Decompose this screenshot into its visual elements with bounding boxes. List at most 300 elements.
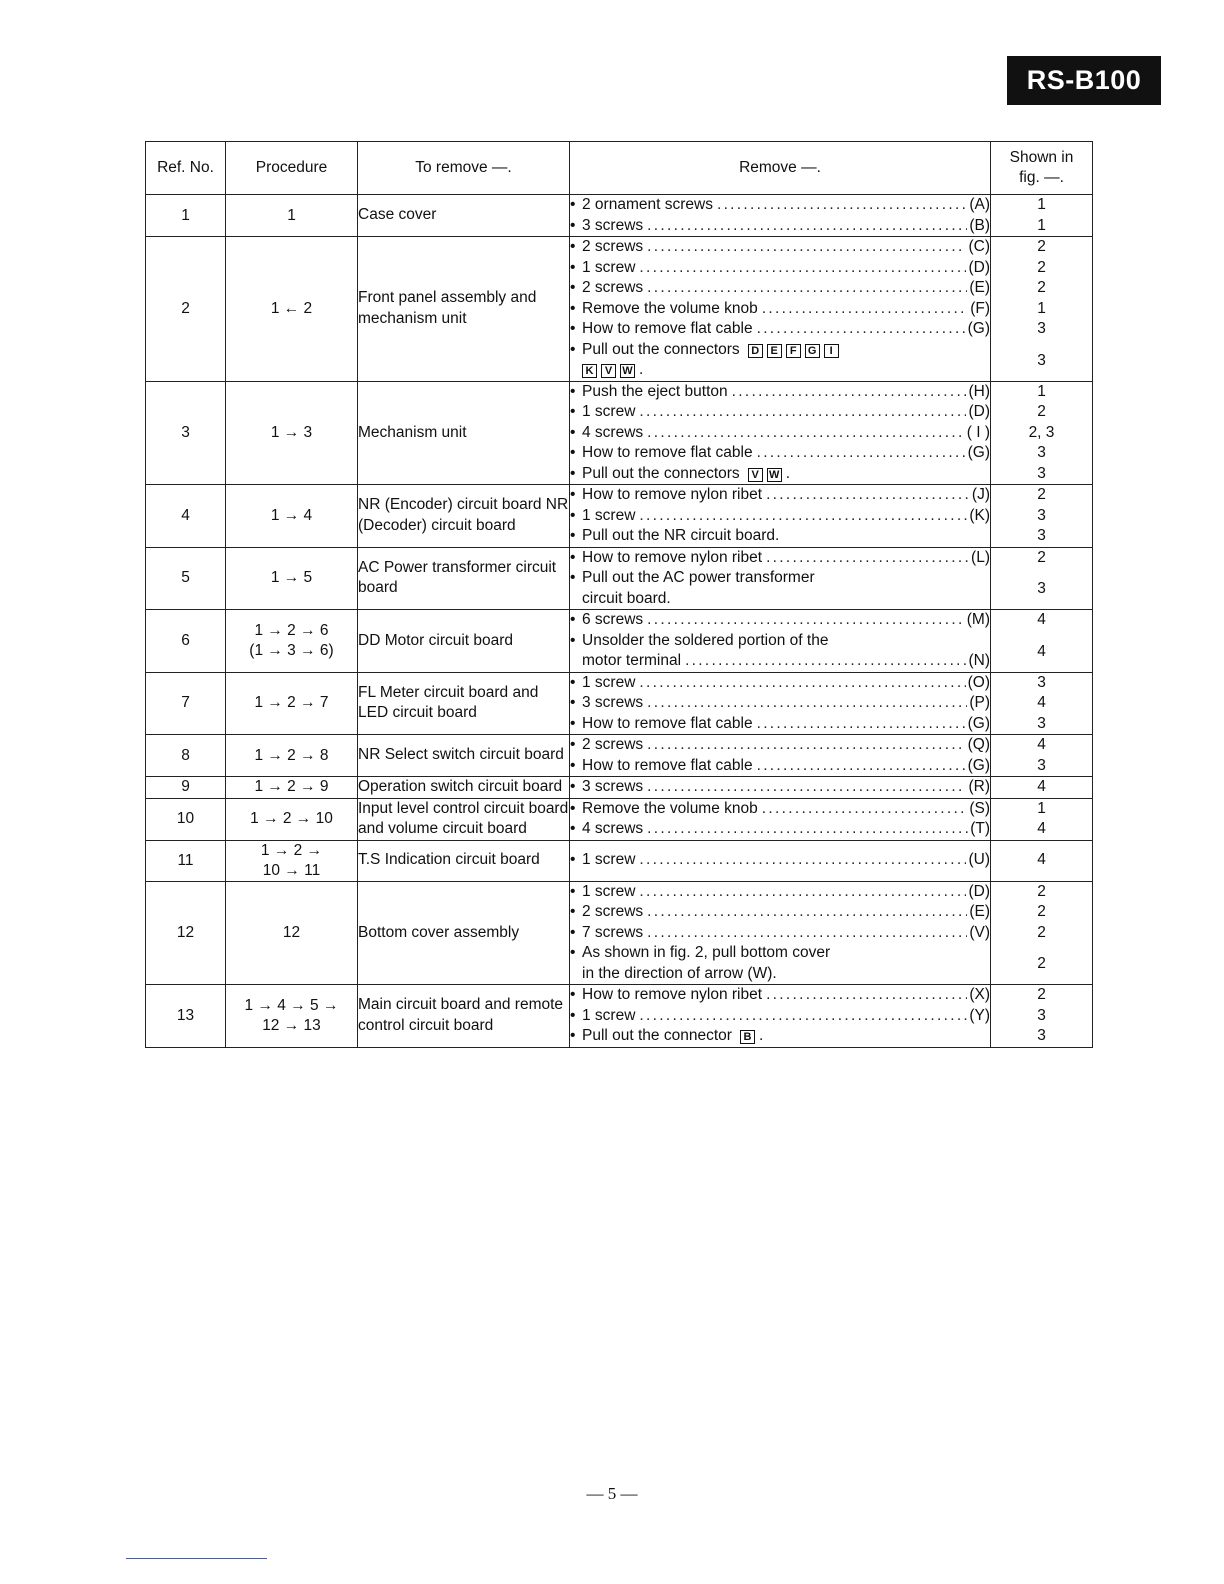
table-row [146,798,1093,840]
dot-leader [647,777,966,798]
remove-step [570,299,990,320]
step-text: How to remove flat cable [582,320,753,337]
step-text: How to remove flat cable [582,714,753,732]
remove-step [570,850,990,871]
bullet-icon: • [570,340,576,358]
header-remove: Remove —. [570,142,991,195]
step-code: (G) [967,756,990,774]
bullet-icon: • [570,820,576,837]
shown-in-fig-cell [991,881,1093,985]
procedure-cell [226,777,358,799]
step-code: (T) [970,820,990,837]
disassembly-table [145,141,1093,1048]
bullet-icon: • [570,1006,576,1024]
bullet-icon: • [570,736,576,753]
bullet-icon: • [570,403,576,420]
fig-number: 2 [1037,486,1046,503]
ref-no-cell: 13 [146,985,226,1048]
shown-in-fig-cell [991,735,1093,777]
step-text: As shown in fig. 2, pull bottom cover [582,944,831,961]
procedure-cell [226,881,358,985]
step-text: 1 screw [582,506,636,524]
shown-in-fig-cell [991,672,1093,735]
dot-leader [639,850,966,871]
step-code: (H) [968,382,990,400]
fig-number: 4 [1037,851,1046,869]
remove-step [570,216,990,237]
procedure-cell [226,485,358,548]
connector-list [748,340,843,361]
procedure-line: 1 → 2 → [260,841,323,859]
fig-number: 3 [1037,351,1046,369]
to-remove-cell: Operation switch circuit board [358,777,570,799]
step-text: 1 screw [582,1006,636,1024]
procedure-cell [226,672,358,735]
ref-no-cell: 8 [146,735,226,777]
table-row [146,985,1093,1048]
step-continuation-text: motor terminal [582,652,682,669]
dot-leader [647,278,967,299]
step-text: 2 screws [582,736,644,753]
bullet-icon: • [570,216,576,234]
step-text: 2 screws [582,903,644,920]
remove-step [570,985,990,1006]
connector-box: V [601,364,616,378]
bullet-icon: • [570,851,576,869]
remove-steps-cell [570,777,991,799]
footer-rule [126,1558,267,1559]
ref-no-cell: 5 [146,547,226,610]
step-text: 4 screws [582,820,644,837]
fig-number: 1 [1037,216,1046,234]
step-text: Pull out the connectors [582,464,740,482]
bullet-icon: • [570,944,576,961]
fig-number: 4 [1037,736,1046,753]
procedure-line: 1 → 3 [270,423,313,441]
dot-leader [762,799,968,820]
remove-step [570,735,990,756]
fig-number: 3 [1037,673,1046,691]
remove-step [570,610,990,631]
page-number: — 5 — [586,1484,638,1503]
bullet-icon: • [570,778,576,795]
step-text: Pull out the connectors [582,340,740,358]
step-code: (U) [968,851,990,869]
connector-box: V [748,468,763,482]
step-code: (O) [967,673,990,691]
shown-in-fig-cell [991,547,1093,610]
fig-number: 2 [1037,238,1046,255]
remove-steps-cell [570,195,991,237]
procedure-line: 1 → 2 → 9 [254,778,329,796]
procedure-line: 12 [282,923,301,941]
bullet-icon: • [570,279,576,296]
connector-box: K [582,364,597,378]
fig-number: 3 [1037,320,1046,337]
dot-leader [762,299,968,320]
step-text: Remove the volume knob [582,799,758,817]
bullet-icon: • [570,423,576,441]
bullet-icon: • [570,299,576,317]
to-remove-cell: Case cover [358,195,570,237]
step-code: (G) [967,320,990,337]
fig-number: 3 [1037,444,1046,461]
remove-step [570,799,990,820]
remove-step [570,568,990,589]
procedure-line: (1 → 3 → 6) [249,641,334,659]
fig-number: 3 [1037,464,1046,482]
dot-leader [766,485,970,506]
procedure-cell [226,381,358,485]
bullet-icon: • [570,320,576,337]
bullet-icon: • [570,258,576,276]
fig-number: 3 [1037,714,1046,732]
dot-leader [766,548,969,569]
step-text: Pull out the AC power transformer [582,569,815,586]
remove-step [570,819,990,840]
fig-number: 2 [1037,986,1046,1003]
to-remove-cell: FL Meter circuit board and LED circuit board [358,672,570,735]
procedure-line: 10 → 11 [262,861,321,879]
bullet-icon: • [570,1027,576,1044]
remove-step [570,548,990,569]
step-text: 2 ornament screws [582,196,713,213]
fig-number: 2 [1037,923,1046,941]
step-text: Remove the volume knob [582,299,758,317]
step-text: 1 screw [582,403,636,420]
remove-steps-cell [570,381,991,485]
step-continuation [570,589,990,610]
procedure-line: 1 [287,206,296,224]
dot-leader [639,258,966,279]
bullet-icon: • [570,673,576,691]
bullet-icon: • [570,903,576,920]
step-continuation-text: in the direction of arrow (W). [582,964,777,982]
step-code: (D) [968,882,990,900]
step-text: How to remove nylon ribet [582,486,763,503]
remove-steps-cell [570,881,991,985]
fig-number: 4 [1037,611,1046,628]
bullet-icon: • [570,611,576,628]
bullet-icon: • [570,923,576,941]
table-row [146,840,1093,881]
step-text: 3 screws [582,216,644,234]
ref-no-cell: 4 [146,485,226,548]
ref-no-cell: 1 [146,195,226,237]
remove-step [570,382,990,403]
remove-steps-cell [570,985,991,1048]
dot-leader [685,651,966,672]
procedure-line: 1 → 4 [270,506,313,524]
table-row [146,485,1093,548]
remove-steps-cell [570,547,991,610]
connector-box: W [620,364,635,378]
remove-step [570,237,990,258]
bullet-icon: • [570,548,576,566]
fig-number: 2, 3 [1028,423,1055,441]
shown-in-fig-cell [991,237,1093,382]
procedure-line: 1 → 5 [270,569,313,587]
shown-in-fig-cell [991,381,1093,485]
table-row [146,777,1093,799]
step-code: (L) [971,548,990,566]
connector-list [740,1026,759,1047]
to-remove-cell: Bottom cover assembly [358,881,570,985]
fig-number: 3 [1037,506,1046,524]
step-code: (D) [968,403,990,420]
fig-number: 3 [1037,580,1046,597]
fig-number: 2 [1037,903,1046,920]
header-ref-no: Ref. No. [146,142,226,195]
remove-step [570,526,990,547]
fig-number: 2 [1037,882,1046,900]
step-continuation-text: circuit board. [582,589,671,607]
remove-step [570,443,990,464]
step-code: (G) [967,444,990,461]
step-text: 2 screws [582,238,644,255]
dot-leader [647,216,967,237]
procedure-line: 1 → 2 → 10 [250,810,333,827]
procedure-cell [226,985,358,1048]
bullet-icon: • [570,486,576,503]
dot-leader [732,382,967,403]
shown-in-fig-cell [991,798,1093,840]
connector-continuation: K V W . [570,360,990,381]
dot-leader [757,756,966,777]
procedure-cell [226,798,358,840]
remove-steps-cell [570,735,991,777]
procedure-cell [226,735,358,777]
step-code: (E) [969,903,990,920]
to-remove-cell: T.S Indication circuit board [358,840,570,881]
step-code: (C) [968,238,990,255]
fig-number: 3 [1037,1006,1046,1024]
step-code: (Q) [967,736,990,753]
step-text: Unsolder the soldered portion of the [582,631,829,649]
step-text: 1 screw [582,258,636,276]
remove-step [570,195,990,216]
dot-leader [639,402,966,423]
dot-leader [647,923,967,944]
bullet-icon: • [570,756,576,774]
model-badge: RS-B100 [1007,56,1161,105]
fig-number: 1 [1037,799,1046,817]
remove-step [570,943,990,964]
step-code: (Y) [969,1006,990,1024]
fig-number: 2 [1037,955,1046,972]
dot-leader [639,673,965,694]
step-text: Pull out the NR circuit board. [582,527,780,544]
connector-box: W [767,468,782,482]
remove-steps-cell [570,798,991,840]
ref-no-cell: 3 [146,381,226,485]
remove-step [570,756,990,777]
ref-no-cell: 7 [146,672,226,735]
connector-box: G [805,344,820,358]
step-code: (F) [970,299,990,317]
bullet-icon: • [570,506,576,524]
ref-no-cell: 11 [146,840,226,881]
fig-number: 1 [1037,382,1046,400]
shown-in-fig-cell [991,195,1093,237]
table-row [146,735,1093,777]
procedure-cell [226,840,358,881]
dot-leader [757,319,966,340]
fig-number: 4 [1037,778,1046,795]
step-code: (G) [967,714,990,732]
step-code: (B) [969,216,990,234]
to-remove-cell: NR Select switch circuit board [358,735,570,777]
ref-no-cell: 2 [146,237,226,382]
remove-steps-cell [570,485,991,548]
ref-no-cell: 10 [146,798,226,840]
procedure-line: 1 → 2 → 6 [254,621,329,639]
step-code: (A) [969,196,990,213]
step-text: 6 screws [582,611,644,628]
procedure-cell [226,195,358,237]
remove-step [570,777,990,798]
remove-steps-cell [570,672,991,735]
remove-step [570,693,990,714]
fig-number: 4 [1037,694,1046,711]
shown-in-fig-cell [991,485,1093,548]
remove-step [570,923,990,944]
remove-step [570,258,990,279]
header-shown-in-fig: Shown in fig. —. [991,142,1093,195]
step-code: (R) [968,778,990,795]
shown-in-fig-cell [991,985,1093,1048]
table-row [146,195,1093,237]
bullet-icon: • [570,799,576,817]
step-continuation [570,964,990,985]
table-row [146,237,1093,382]
shown-in-fig-cell [991,777,1093,799]
procedure-line: 1 → 2 → 8 [254,746,329,764]
step-text: How to remove nylon ribet [582,986,763,1003]
step-text: Pull out the connector [582,1027,732,1044]
dot-leader [639,506,967,527]
step-code: (D) [968,258,990,276]
bullet-icon: • [570,569,576,586]
procedure-line: 1 → 4 → 5 → [244,996,339,1014]
dot-leader [647,423,965,444]
remove-step [570,319,990,340]
step-code: (S) [969,799,990,817]
step-code: (K) [969,506,990,524]
remove-step [570,714,990,735]
remove-step [570,402,990,423]
procedure-cell [226,237,358,382]
connector-list [748,464,786,485]
fig-number: 4 [1037,642,1046,660]
remove-step [570,673,990,694]
fig-number: 3 [1037,527,1046,544]
step-text: Push the eject button [582,382,728,400]
remove-step [570,506,990,527]
connector-box: E [767,344,782,358]
to-remove-cell: Main circuit board and remote control circuit board [358,985,570,1048]
procedure-line: 1 ← 2 [270,299,313,317]
step-text: How to remove nylon ribet [582,548,763,566]
connector-box: F [786,344,801,358]
table-row [146,547,1093,610]
step-code: (N) [968,652,990,669]
fig-number: 2 [1037,258,1046,276]
fig-number: 3 [1037,756,1046,774]
step-code: ( I ) [966,423,990,441]
step-text: How to remove flat cable [582,756,753,774]
to-remove-cell: Mechanism unit [358,381,570,485]
step-text: How to remove flat cable [582,444,753,461]
dot-leader [639,882,966,903]
procedure-cell [226,547,358,610]
procedure-line: 1 → 2 → 7 [254,694,329,712]
dot-leader [647,735,965,756]
bullet-icon: • [570,714,576,732]
dot-leader [647,819,968,840]
dot-leader [647,237,966,258]
shown-in-fig-cell [991,840,1093,881]
step-code: (X) [969,986,990,1003]
remove-step [570,278,990,299]
dot-leader [647,902,967,923]
remove-step: • Pull out the connector B . [570,1026,990,1047]
step-text: 1 screw [582,851,636,869]
remove-step [570,631,990,652]
to-remove-cell: AC Power transformer circuit board [358,547,570,610]
remove-step [570,1006,990,1027]
step-text: 4 screws [582,423,644,441]
step-code: (V) [969,923,990,941]
header-procedure: Procedure [226,142,358,195]
connector-box: B [740,1030,755,1044]
remove-step [570,485,990,506]
step-continuation [570,651,990,672]
step-code: (P) [969,694,990,711]
step-text: 3 screws [582,778,644,795]
header-to-remove: To remove —. [358,142,570,195]
table-header-row [146,142,1093,195]
to-remove-cell: DD Motor circuit board [358,610,570,673]
step-code: (M) [966,611,990,628]
table-row [146,672,1093,735]
fig-number: 4 [1037,820,1046,837]
table-row [146,610,1093,673]
ref-no-cell: 12 [146,881,226,985]
remove-step [570,882,990,903]
dot-leader [766,985,967,1006]
bullet-icon: • [570,986,576,1003]
fig-number: 1 [1037,196,1046,213]
table-row [146,881,1093,985]
procedure-cell [226,610,358,673]
to-remove-cell: Front panel assembly and mechanism unit [358,237,570,382]
bullet-icon: • [570,694,576,711]
remove-step [570,340,990,361]
remove-step [570,902,990,923]
dot-leader [717,195,967,216]
fig-number: 1 [1037,299,1046,317]
shown-in-fig-cell [991,610,1093,673]
step-text: 1 screw [582,673,636,691]
step-text: 3 screws [582,694,644,711]
procedure-line: 12 → 13 [262,1016,321,1034]
bullet-icon: • [570,196,576,213]
step-text: 7 screws [582,923,644,941]
fig-number: 2 [1037,279,1046,296]
to-remove-cell: NR (Encoder) circuit board NR (Decoder) circuit board [358,485,570,548]
fig-number: 2 [1037,403,1046,420]
